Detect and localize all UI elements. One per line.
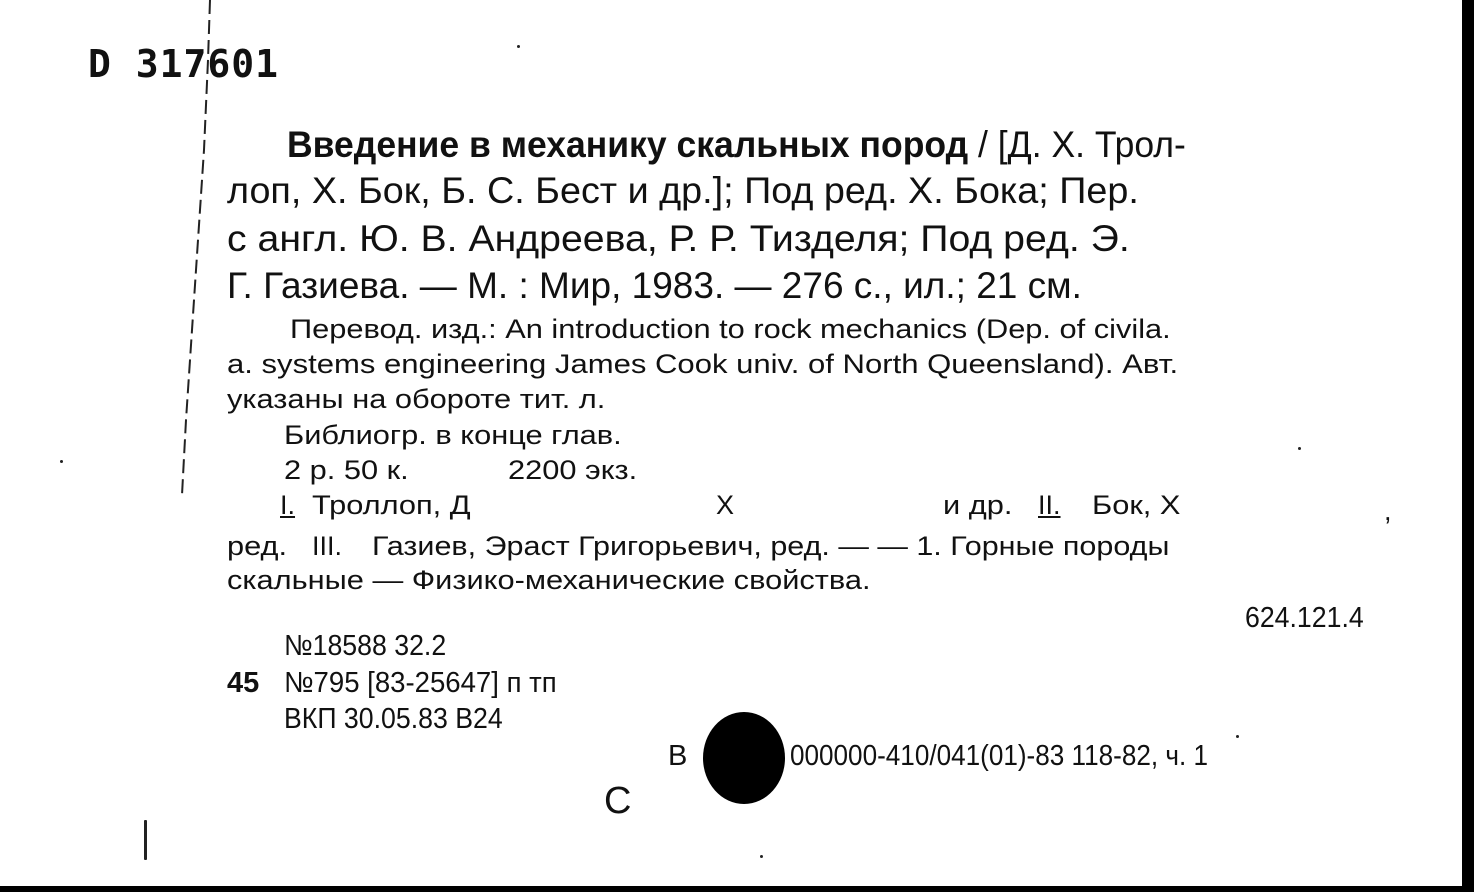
record-prefix: 45 bbox=[227, 667, 260, 699]
speck bbox=[760, 855, 763, 858]
series-letter: В bbox=[668, 740, 688, 772]
title-rest: / [Д. Х. Трол- bbox=[978, 124, 1186, 165]
tracing-line-2: Газиев, Эраст Григорьевич, ред. — — 1. Горные породы bbox=[372, 531, 1170, 561]
tracing-num-2: II. bbox=[1038, 490, 1061, 520]
udc-number: 624.121.4 bbox=[1245, 602, 1364, 634]
pencil-mark bbox=[144, 820, 147, 860]
price: 2 р. 50 к. bbox=[284, 455, 409, 485]
punch-hole bbox=[703, 712, 785, 804]
record-line-1: №18588 32.2 bbox=[284, 630, 447, 662]
tracing-and-others: и др. bbox=[943, 490, 1013, 520]
tracing-num-3: III. bbox=[312, 531, 343, 561]
title-bold: Введение в механику скальных пород bbox=[287, 124, 969, 165]
record-line-2: №795 [83-25647] п тп bbox=[284, 667, 557, 699]
note-line-2: a. systems engineering James Cook univ. of North Queensland). Авт. bbox=[227, 349, 1179, 379]
tracing-comma: , bbox=[1384, 496, 1392, 526]
series-code: 000000-410/041(01)-83 118-82, ч. 1 bbox=[790, 740, 1208, 772]
main-line-2: с англ. Ю. В. Андреева, Р. Р. Тизделя; Под ред. Э. bbox=[227, 218, 1130, 259]
note-line-3: указаны на обороте тит. л. bbox=[227, 384, 606, 414]
tracing-num-1: I. bbox=[280, 490, 296, 520]
note-line-1: Перевод. изд.: An introduction to rock mechanics (Dep. of civila. bbox=[290, 314, 1171, 344]
speck bbox=[1236, 735, 1239, 738]
copies: 2200 экз. bbox=[508, 455, 638, 485]
bibliography-note: Библиогр. в конце глав. bbox=[284, 420, 622, 450]
speck bbox=[1298, 447, 1301, 450]
record-line-3: ВКП 30.05.83 В24 bbox=[284, 703, 503, 735]
tracing-x-1: Х bbox=[716, 490, 735, 520]
tracing-line-2-start: ред. bbox=[227, 531, 288, 561]
main-line-3: Г. Газиева. — М. : Мир, 1983. — 276 с., ил.; 21 см. bbox=[227, 265, 1082, 306]
call-number: D 317601 bbox=[88, 42, 280, 86]
tracing-entry-2: Бок, Х bbox=[1092, 490, 1181, 520]
main-line-1: лоп, Х. Бок, Б. С. Бест и др.]; Под ред. Х. Бока; Пер. bbox=[227, 170, 1139, 211]
tracing-line-3: скальные — Физико-механические свойства. bbox=[227, 565, 871, 595]
letter-c: С bbox=[604, 780, 632, 822]
speck bbox=[60, 460, 63, 463]
speck bbox=[517, 45, 520, 48]
tracing-entry-1: Троллоп, Д bbox=[312, 490, 471, 520]
title-line bbox=[287, 124, 1223, 166]
